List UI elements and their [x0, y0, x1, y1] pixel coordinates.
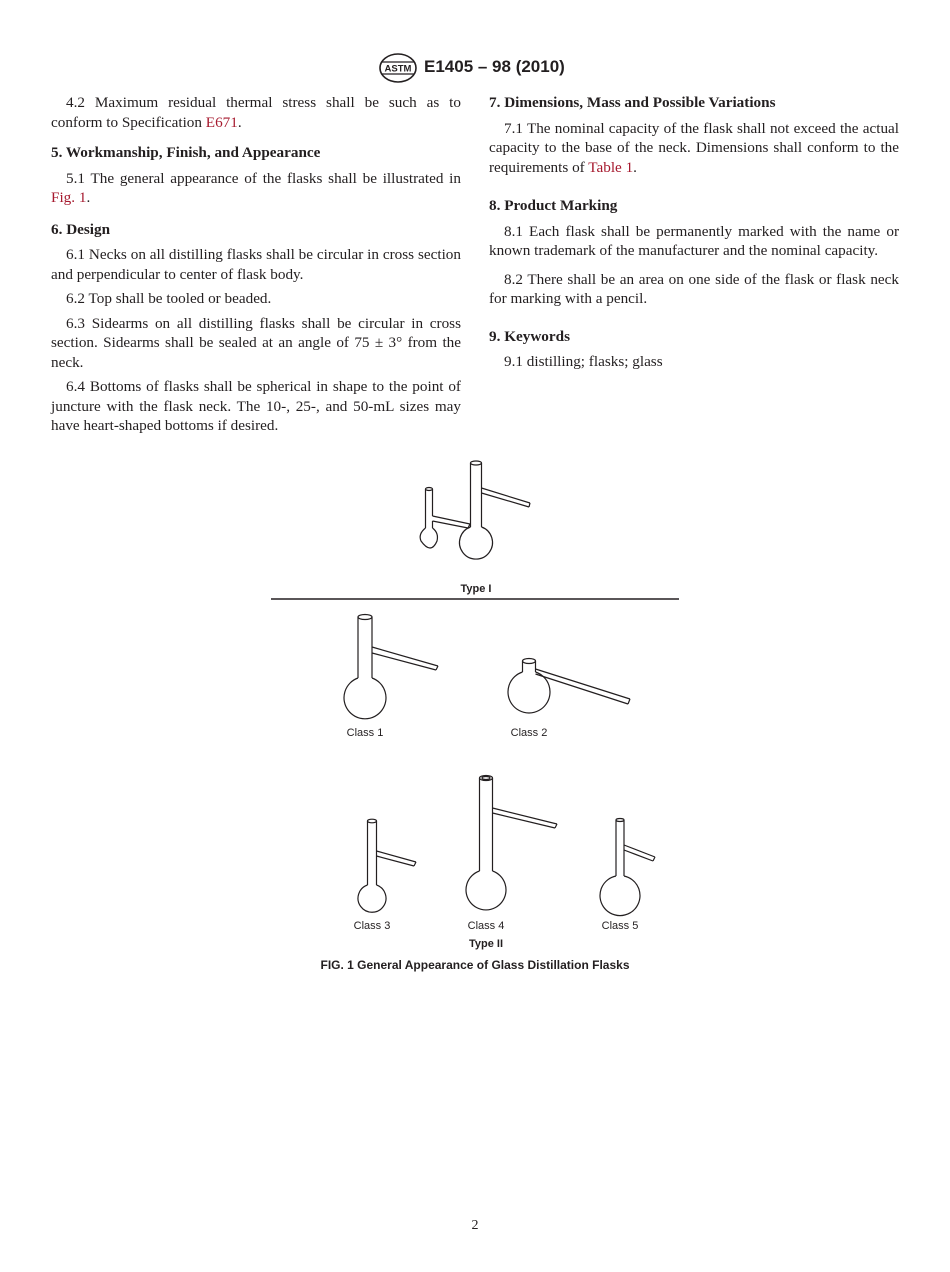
astm-logo-icon — [378, 52, 418, 84]
left-column — [51, 93, 461, 436]
link-table-1[interactable]: Table 1 — [588, 158, 634, 176]
heading-9: 9. Keywords — [489, 327, 570, 345]
paragraph-5-1: 5.1 The general appearance of the flasks shall be illustrated in Fig. 1. — [51, 169, 461, 206]
class-4-label: Class 4 — [467, 920, 505, 932]
type-1-label: Type I — [460, 583, 492, 595]
paragraph-8-1: 8.1 Each flask shall be permanently marked with the name or known trademark of the manufacturer and the nominal capacity. — [489, 222, 899, 259]
class-3-label: Class 3 — [353, 920, 391, 932]
link-e671[interactable]: E671 — [205, 113, 238, 131]
paragraph-6-2: 6.2 Top shall be tooled or beaded. — [66, 290, 272, 307]
paragraph-6-1: 6.1 Necks on all distilling flasks shall be circular in cross section and perpendicular to center of flask body. — [51, 246, 461, 283]
type-2-label: Type II — [468, 938, 504, 950]
class-2-label: Class 2 — [510, 727, 548, 739]
class-5-label: Class 5 — [601, 920, 639, 932]
link-fig-1[interactable]: Fig. 1 — [51, 189, 87, 206]
paragraph-6-3: 6.3 Sidearms on all distilling flasks shall be circular in cross section. Sidearms shall be sealed at an angle of 75 ± 3° from the neck. — [51, 314, 461, 371]
flask-class-1 — [344, 615, 438, 719]
heading-8: 8. Product Marking — [489, 197, 618, 214]
flask-class-5 — [600, 819, 655, 916]
flask-type1-small — [420, 488, 470, 549]
page-header — [0, 52, 950, 86]
flask-class-3 — [358, 819, 416, 912]
heading-7: 7. Dimensions, Mass and Possible Variations — [489, 94, 776, 111]
figure-1 — [0, 450, 950, 980]
heading-5: 5. Workmanship, Finish, and Appearance — [51, 144, 321, 161]
figure-caption: FIG. 1 General Appearance of Glass Distillation Flasks — [320, 958, 630, 972]
heading-6: 6. Design — [51, 220, 111, 238]
class-1-label: Class 1 — [346, 727, 384, 739]
paragraph-7-1: 7.1 The nominal capacity of the flask shall not exceed the actual capacity to the base of the neck. Dimensions shall conform to the requirements of Table 1. — [489, 119, 899, 176]
flask-type1-large — [460, 461, 530, 559]
standard-designation: E1405 – 98 (2010) — [424, 57, 565, 76]
flask-class-4 — [466, 776, 557, 910]
right-column — [489, 93, 899, 372]
paragraph-8-2: 8.2 There shall be an area on one side of the flask or flask neck for marking with a pencil. — [489, 270, 899, 307]
page-number: 2 — [471, 1218, 479, 1233]
paragraph-6-4: 6.4 Bottoms of flasks shall be spherical in shape to the point of juncture with the flask neck. The 10-, 25-, and 50-mL sizes may have heart-shaped bottoms if desired. — [51, 378, 461, 434]
paragraph-9-1: 9.1 distilling; flasks; glass — [504, 353, 663, 370]
svg-text:ASTM: ASTM — [384, 63, 412, 75]
flask-class-2 — [508, 659, 630, 713]
paragraph-4-2: 4.2 Maximum residual thermal stress shall be such as to conform to Specification E671. — [51, 94, 461, 131]
